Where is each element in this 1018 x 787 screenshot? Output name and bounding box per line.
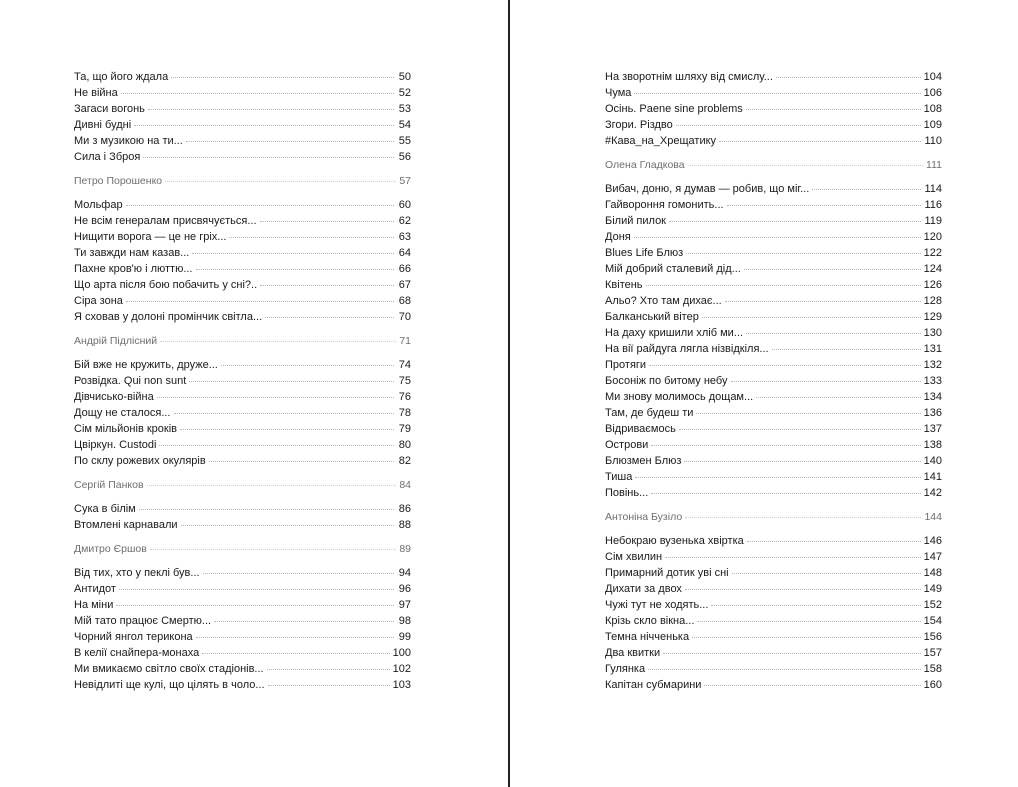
- author-page-number: 111: [926, 159, 942, 171]
- entry-title: #Кава_на_Хрещатику: [605, 135, 717, 147]
- left-page-contents: [74, 69, 411, 693]
- dot-leader: [196, 265, 395, 270]
- toc-entry[interactable]: [74, 213, 411, 229]
- toc-entry[interactable]: [605, 373, 942, 389]
- entry-title: Там, де будеш ти: [605, 407, 694, 419]
- author-page-number: 89: [399, 543, 411, 555]
- toc-entry[interactable]: [74, 85, 411, 101]
- entry-title: По склу рожевих окулярів: [74, 455, 206, 467]
- entry-page-number: 157: [923, 647, 942, 659]
- entry-page-number: 128: [923, 295, 942, 307]
- dot-leader: [159, 441, 394, 446]
- entry-page-number: 68: [398, 295, 411, 307]
- entry-title: Дихати за двох: [605, 583, 682, 595]
- dot-leader: [634, 89, 920, 94]
- toc-entry[interactable]: [74, 517, 411, 533]
- entry-page-number: 55: [398, 135, 411, 147]
- toc-entry[interactable]: [605, 677, 942, 693]
- entry-page-number: 66: [398, 263, 411, 275]
- entry-title: Балканський вітер: [605, 311, 699, 323]
- entry-title: Невідлиті ще кулі, що цілять в чоло...: [74, 679, 265, 691]
- entry-page-number: 131: [923, 343, 942, 355]
- entry-title: Цвіркун. Custodi: [74, 439, 157, 451]
- entry-page-number: 97: [398, 599, 411, 611]
- dot-leader: [731, 377, 921, 382]
- author-name: Петро Порошенко: [74, 175, 163, 187]
- toc-entry[interactable]: [605, 245, 942, 261]
- author-page-number: 71: [399, 335, 411, 347]
- toc-entry[interactable]: [74, 645, 411, 661]
- toc-entry[interactable]: [74, 661, 411, 677]
- dot-leader: [196, 633, 394, 638]
- entry-title: Та, що його ждала: [74, 71, 169, 83]
- dot-leader: [267, 665, 390, 670]
- dot-leader: [192, 249, 394, 254]
- entry-title: Блюзмен Блюз: [605, 455, 682, 467]
- entry-page-number: 137: [923, 423, 942, 435]
- dot-leader: [684, 457, 920, 462]
- dot-leader: [148, 105, 394, 110]
- entry-page-number: 78: [398, 407, 411, 419]
- dot-leader: [651, 441, 920, 446]
- toc-entry[interactable]: [605, 341, 942, 357]
- dot-leader: [221, 361, 394, 366]
- entry-page-number: 146: [923, 535, 942, 547]
- toc-section: [74, 333, 411, 469]
- dot-leader: [229, 233, 394, 238]
- dot-leader: [171, 73, 394, 78]
- toc-entry[interactable]: [74, 453, 411, 469]
- entry-page-number: 124: [923, 263, 942, 275]
- entry-title: Босоніж по битому небу: [605, 375, 728, 387]
- entry-title: Антидот: [74, 583, 116, 595]
- toc-entry[interactable]: [605, 133, 942, 149]
- toc-entry[interactable]: [605, 389, 942, 405]
- entry-page-number: 120: [923, 231, 942, 243]
- dot-leader: [711, 601, 920, 606]
- toc-entry[interactable]: [605, 181, 942, 197]
- entry-title: Дощу не сталося...: [74, 407, 171, 419]
- author-heading: [74, 333, 411, 349]
- entry-title: На міни: [74, 599, 114, 611]
- entry-page-number: 148: [923, 567, 942, 579]
- toc-entry[interactable]: [74, 501, 411, 517]
- entry-page-number: 53: [398, 103, 411, 115]
- toc-entry[interactable]: [74, 597, 411, 613]
- toc-section: [605, 509, 942, 693]
- toc-entry[interactable]: [605, 325, 942, 341]
- toc-entry[interactable]: [74, 373, 411, 389]
- dot-leader: [203, 569, 394, 574]
- entry-title: Осінь. Paene sine problems: [605, 103, 743, 115]
- dot-leader: [174, 409, 395, 414]
- dot-leader: [732, 569, 921, 574]
- entry-title: Я сховав у долоні промінчик світла...: [74, 311, 263, 323]
- toc-entry[interactable]: [605, 645, 942, 661]
- entry-title: В келії снайпера-монаха: [74, 647, 200, 659]
- entry-page-number: 160: [923, 679, 942, 691]
- entry-page-number: 56: [398, 151, 411, 163]
- dot-leader: [116, 601, 394, 606]
- dot-leader: [663, 649, 921, 654]
- dot-leader: [214, 617, 394, 622]
- dot-leader: [202, 649, 389, 654]
- dot-leader: [139, 505, 394, 510]
- entry-page-number: 52: [398, 87, 411, 99]
- entry-title: Протяги: [605, 359, 647, 371]
- entry-title: Сила і Зброя: [74, 151, 141, 163]
- entry-title: Мій добрий сталевий дід...: [605, 263, 741, 275]
- toc-entry[interactable]: [605, 597, 942, 613]
- toc-entry[interactable]: [74, 677, 411, 693]
- entry-page-number: 136: [923, 407, 942, 419]
- entry-page-number: 94: [398, 567, 411, 579]
- entry-title: Не війна: [74, 87, 118, 99]
- entry-title: Розвідка. Qui non sunt: [74, 375, 187, 387]
- toc-entry[interactable]: [605, 437, 942, 453]
- entry-title: Втомлені карнавали: [74, 519, 178, 531]
- toc-entry[interactable]: [605, 485, 942, 501]
- entry-title: Нищити ворога — це не гріх...: [74, 231, 227, 243]
- entry-title: Повінь...: [605, 487, 649, 499]
- entry-title: Острови: [605, 439, 649, 451]
- dot-leader: [186, 137, 394, 142]
- dot-leader: [634, 233, 921, 238]
- entry-title: Сім хвилин: [605, 551, 663, 563]
- dot-leader: [260, 217, 394, 222]
- entry-title: Не всім генералам присвячується...: [74, 215, 257, 227]
- dot-leader: [679, 425, 921, 430]
- entry-title: Ми з музикою на ти...: [74, 135, 183, 147]
- entry-page-number: 126: [923, 279, 942, 291]
- entry-page-number: 82: [398, 455, 411, 467]
- toc-entry[interactable]: [74, 613, 411, 629]
- toc-entry[interactable]: [605, 309, 942, 325]
- dot-leader: [209, 457, 394, 462]
- entry-title: Чорний янгол терикона: [74, 631, 193, 643]
- dot-leader: [143, 153, 394, 158]
- dot-leader: [648, 665, 921, 670]
- entry-page-number: 96: [398, 583, 411, 595]
- dot-leader: [150, 545, 396, 550]
- entry-title: Два квитки: [605, 647, 661, 659]
- dot-leader: [268, 681, 390, 686]
- entry-title: Квітень: [605, 279, 643, 291]
- entry-title: Сіра зона: [74, 295, 123, 307]
- dot-leader: [704, 681, 920, 686]
- entry-page-number: 147: [923, 551, 942, 563]
- entry-title: Пахне кров'ю і люттю...: [74, 263, 193, 275]
- toc-entry[interactable]: [74, 101, 411, 117]
- toc-section: [74, 173, 411, 325]
- entry-page-number: 122: [923, 247, 942, 259]
- entry-page-number: 142: [923, 487, 942, 499]
- toc-entry[interactable]: [605, 629, 942, 645]
- entry-title: Гулянка: [605, 663, 646, 675]
- entry-page-number: 108: [923, 103, 942, 115]
- entry-page-number: 79: [398, 423, 411, 435]
- entry-title: Тиша: [605, 471, 633, 483]
- dot-leader: [181, 521, 394, 526]
- entry-page-number: 140: [923, 455, 942, 467]
- dot-leader: [119, 585, 394, 590]
- author-name: Сергій Панков: [74, 479, 144, 491]
- book-spine: [508, 0, 510, 787]
- entry-title: Гайвороння гомонить...: [605, 199, 724, 211]
- entry-page-number: 62: [398, 215, 411, 227]
- entry-page-number: 119: [924, 215, 942, 227]
- toc-entry[interactable]: [605, 613, 942, 629]
- right-page-contents: [605, 69, 942, 693]
- entry-page-number: 54: [398, 119, 411, 131]
- dot-leader: [688, 161, 923, 166]
- entry-page-number: 104: [923, 71, 942, 83]
- entry-title: Відриваємось: [605, 423, 676, 435]
- entry-page-number: 156: [923, 631, 942, 643]
- toc-entry[interactable]: [605, 117, 942, 133]
- dot-leader: [747, 537, 921, 542]
- entry-title: Чужі тут не ходять...: [605, 599, 709, 611]
- dot-leader: [126, 297, 394, 302]
- entry-page-number: 106: [923, 87, 942, 99]
- entry-title: На даху кришили хліб ми...: [605, 327, 743, 339]
- entry-page-number: 149: [923, 583, 942, 595]
- entry-page-number: 70: [398, 311, 411, 323]
- toc-entry[interactable]: [605, 213, 942, 229]
- entry-page-number: 86: [398, 503, 411, 515]
- entry-page-number: 102: [392, 663, 411, 675]
- toc-entry[interactable]: [605, 261, 942, 277]
- toc-entry[interactable]: [74, 581, 411, 597]
- dot-leader: [260, 281, 394, 286]
- entry-title: Альо? Хто там дихає...: [605, 295, 722, 307]
- toc-entry[interactable]: [605, 565, 942, 581]
- toc-entry[interactable]: [605, 229, 942, 245]
- author-heading: [74, 477, 411, 493]
- entry-page-number: 109: [923, 119, 942, 131]
- entry-page-number: 98: [398, 615, 411, 627]
- toc-entry[interactable]: [74, 421, 411, 437]
- toc-entry[interactable]: [74, 117, 411, 133]
- author-page-number: 144: [924, 511, 942, 523]
- entry-page-number: 132: [923, 359, 942, 371]
- entry-title: Що арта після бою побачить у сні?..: [74, 279, 258, 291]
- entry-page-number: 154: [923, 615, 942, 627]
- entry-title: Чума: [605, 87, 632, 99]
- entry-title: Дівчисько-війна: [74, 391, 154, 403]
- dot-leader: [812, 185, 921, 190]
- toc-entry[interactable]: [605, 197, 942, 213]
- entry-page-number: 80: [398, 439, 411, 451]
- toc-entry[interactable]: [74, 405, 411, 421]
- entry-title: На вії райдуга лягла нізвідкіля...: [605, 343, 769, 355]
- entry-title: Ми знову молимось дощам...: [605, 391, 754, 403]
- dot-leader: [646, 281, 921, 286]
- toc-entry[interactable]: [605, 293, 942, 309]
- toc-entry[interactable]: [74, 69, 411, 85]
- toc-entry[interactable]: [74, 437, 411, 453]
- entry-title: Мольфар: [74, 199, 123, 211]
- toc-section: [74, 69, 411, 165]
- entry-title: Сім мільйонів кроків: [74, 423, 177, 435]
- entry-page-number: 63: [398, 231, 411, 243]
- entry-title: Капітан субмарини: [605, 679, 702, 691]
- toc-section: [74, 477, 411, 533]
- toc-entry[interactable]: [74, 565, 411, 581]
- dot-leader: [696, 409, 920, 414]
- toc-entry[interactable]: [74, 293, 411, 309]
- dot-leader: [746, 105, 921, 110]
- author-heading: [74, 173, 411, 189]
- entry-page-number: 141: [923, 471, 942, 483]
- entry-page-number: 152: [923, 599, 942, 611]
- author-name: Дмитро Єршов: [74, 543, 147, 555]
- entry-page-number: 114: [924, 183, 942, 195]
- toc-section: [605, 157, 942, 501]
- entry-title: Білий пилок: [605, 215, 666, 227]
- entry-title: На зворотнім шляху від смислу...: [605, 71, 773, 83]
- dot-leader: [685, 585, 921, 590]
- entry-title: Крізь скло вікна...: [605, 615, 695, 627]
- toc-entry[interactable]: [74, 629, 411, 645]
- dot-leader: [134, 121, 394, 126]
- author-page-number: 84: [399, 479, 411, 491]
- entry-page-number: 158: [923, 663, 942, 675]
- entry-title: Загаси вогонь: [74, 103, 145, 115]
- entry-page-number: 75: [398, 375, 411, 387]
- dot-leader: [727, 201, 922, 206]
- entry-page-number: 67: [398, 279, 411, 291]
- author-heading: [605, 157, 942, 173]
- author-page-number: 57: [399, 175, 411, 187]
- entry-page-number: 76: [398, 391, 411, 403]
- entry-page-number: 110: [924, 135, 942, 147]
- toc-entry[interactable]: [74, 133, 411, 149]
- toc-entry[interactable]: [74, 309, 411, 325]
- entry-title: Blues Life Блюз: [605, 247, 684, 259]
- entry-title: Примарний дотик уві сні: [605, 567, 729, 579]
- dot-leader: [686, 249, 920, 254]
- toc-entry[interactable]: [605, 405, 942, 421]
- toc-entry[interactable]: [605, 453, 942, 469]
- toc-entry[interactable]: [74, 197, 411, 213]
- author-heading: [74, 541, 411, 557]
- dot-leader: [147, 481, 397, 486]
- toc-entry[interactable]: [74, 277, 411, 293]
- entry-title: Ми вмикаємо світло своїх стадіонів...: [74, 663, 264, 675]
- dot-leader: [746, 329, 921, 334]
- dot-leader: [265, 313, 394, 318]
- toc-entry[interactable]: [605, 581, 942, 597]
- toc-entry[interactable]: [605, 85, 942, 101]
- entry-title: Дивні будні: [74, 119, 132, 131]
- dot-leader: [649, 361, 921, 366]
- entry-page-number: 50: [398, 71, 411, 83]
- dot-leader: [121, 89, 394, 94]
- entry-title: Ти завжди нам казав...: [74, 247, 190, 259]
- toc-entry[interactable]: [605, 661, 942, 677]
- dot-leader: [685, 513, 921, 518]
- entry-title: Мій тато працює Смертю...: [74, 615, 212, 627]
- toc-entry[interactable]: [74, 261, 411, 277]
- dot-leader: [669, 217, 921, 222]
- entry-page-number: 103: [392, 679, 411, 691]
- dot-leader: [776, 73, 921, 78]
- entry-page-number: 100: [392, 647, 411, 659]
- entry-page-number: 130: [923, 327, 942, 339]
- toc-entry[interactable]: [605, 469, 942, 485]
- entry-title: Доня: [605, 231, 631, 243]
- toc-section: [605, 69, 942, 149]
- dot-leader: [676, 121, 921, 126]
- entry-title: Сука в білім: [74, 503, 136, 515]
- entry-title: Вибач, доню, я думав — робив, що міг...: [605, 183, 810, 195]
- dot-leader: [665, 553, 921, 558]
- dot-leader: [160, 337, 396, 342]
- entry-title: Темна нічченька: [605, 631, 690, 643]
- dot-leader: [635, 473, 920, 478]
- author-name: Олена Гладкова: [605, 159, 685, 171]
- dot-leader: [719, 137, 921, 142]
- toc-entry[interactable]: [74, 357, 411, 373]
- toc-section: [74, 541, 411, 693]
- dot-leader: [157, 393, 394, 398]
- toc-entry[interactable]: [74, 229, 411, 245]
- entry-title: Небокраю вузенька хвіртка: [605, 535, 744, 547]
- toc-entry[interactable]: [605, 101, 942, 117]
- toc-entry[interactable]: [74, 389, 411, 405]
- dot-leader: [651, 489, 920, 494]
- toc-entry[interactable]: [605, 549, 942, 565]
- dot-leader: [165, 177, 396, 182]
- dot-leader: [772, 345, 921, 350]
- toc-entry[interactable]: [605, 277, 942, 293]
- toc-entry[interactable]: [605, 69, 942, 85]
- dot-leader: [692, 633, 921, 638]
- entry-page-number: 60: [398, 199, 411, 211]
- dot-leader: [189, 377, 394, 382]
- toc-entry[interactable]: [74, 149, 411, 165]
- dot-leader: [725, 297, 921, 302]
- entry-title: Від тих, хто у пеклі був...: [74, 567, 200, 579]
- entry-page-number: 88: [398, 519, 411, 531]
- entry-page-number: 116: [924, 199, 942, 211]
- toc-entry[interactable]: [605, 533, 942, 549]
- entry-page-number: 134: [923, 391, 942, 403]
- author-heading: [605, 509, 942, 525]
- entry-page-number: 133: [923, 375, 942, 387]
- author-name: Антоніна Бузіло: [605, 511, 683, 523]
- toc-entry[interactable]: [605, 421, 942, 437]
- toc-entry[interactable]: [74, 245, 411, 261]
- entry-page-number: 64: [398, 247, 411, 259]
- dot-leader: [702, 313, 921, 318]
- toc-entry[interactable]: [605, 357, 942, 373]
- dot-leader: [180, 425, 394, 430]
- entry-title: Бій вже не кружить, друже...: [74, 359, 218, 371]
- dot-leader: [697, 617, 920, 622]
- dot-leader: [744, 265, 921, 270]
- dot-leader: [756, 393, 920, 398]
- entry-page-number: 99: [398, 631, 411, 643]
- author-name: Андрій Підлісний: [74, 335, 158, 347]
- entry-page-number: 129: [923, 311, 942, 323]
- entry-page-number: 74: [398, 359, 411, 371]
- dot-leader: [126, 201, 394, 206]
- entry-page-number: 138: [923, 439, 942, 451]
- entry-title: Згори. Різдво: [605, 119, 673, 131]
